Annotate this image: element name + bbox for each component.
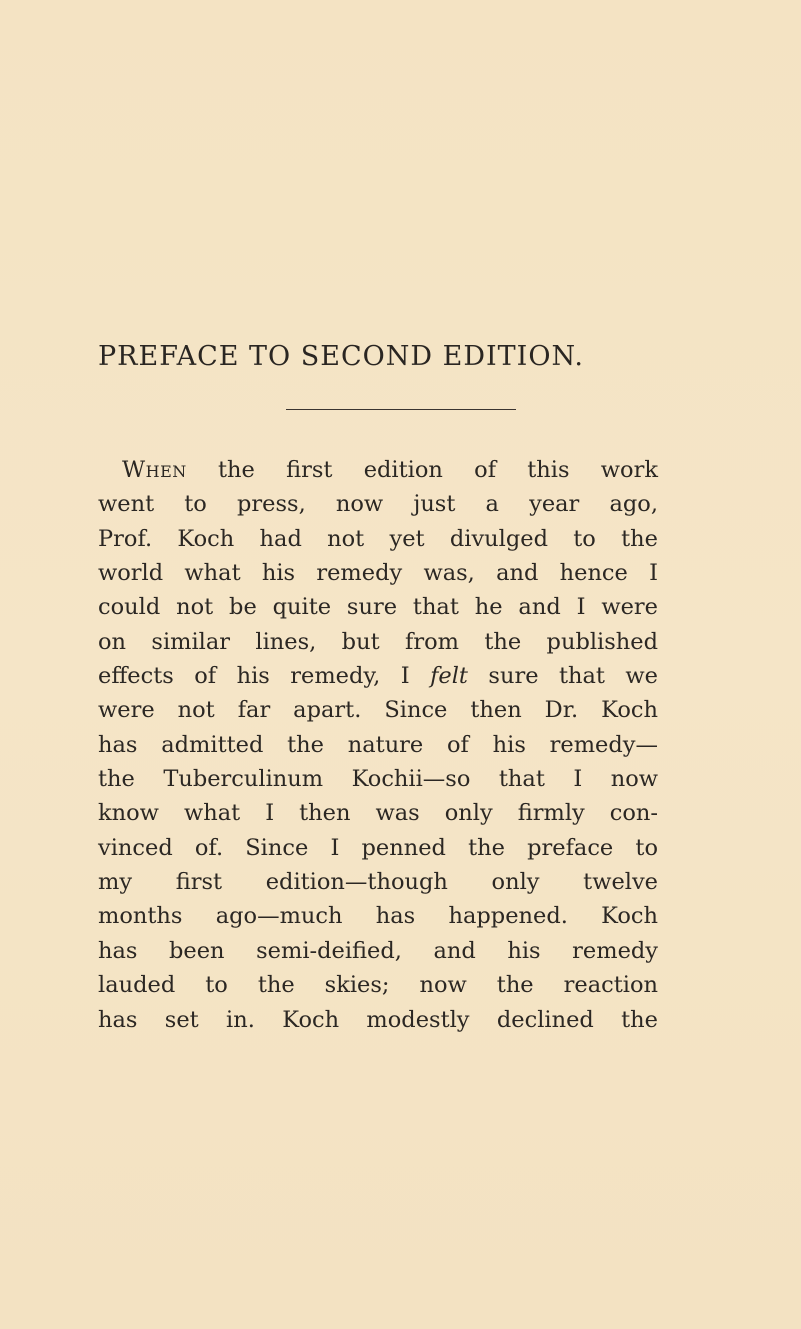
text-line: the Tuberculinum Kochii—so that I now <box>98 766 658 793</box>
text-line: lauded to the skies; now the reaction <box>98 972 658 999</box>
text-line: has set in. Koch modestly declined the <box>98 1006 658 1033</box>
text-line: Prof. Koch had not yet divulged to the <box>98 525 658 552</box>
text-line: effects of his remedy, I felt sure that we <box>98 663 658 690</box>
page-heading: PREFACE TO SECOND EDITION. <box>98 341 584 372</box>
text-line: my first edition—though only twelve <box>98 869 658 896</box>
text-line: know what I then was only firmly con- <box>98 800 658 827</box>
drop-word: When <box>122 457 187 483</box>
preface-body <box>98 453 658 1037</box>
text-line: months ago—much has happened. Koch <box>98 903 658 930</box>
text-line: has admitted the nature of his remedy— <box>98 731 658 758</box>
text-line: went to press, now just a year ago, <box>98 491 658 518</box>
text-line: world what his remedy was, and hence I <box>98 560 658 587</box>
text-line: were not far apart. Since then Dr. Koch <box>98 697 658 724</box>
text-line: When the first edition of this work <box>122 457 658 483</box>
text-line: has been semi-deified, and his remedy <box>98 937 658 964</box>
text-line: could not be quite sure that he and I were <box>98 594 658 621</box>
italic-word: felt <box>430 663 468 690</box>
heading-rule <box>286 409 516 410</box>
text-line: on similar lines, but from the published <box>98 628 658 655</box>
text-line: vinced of. Since I penned the preface to <box>98 834 658 861</box>
